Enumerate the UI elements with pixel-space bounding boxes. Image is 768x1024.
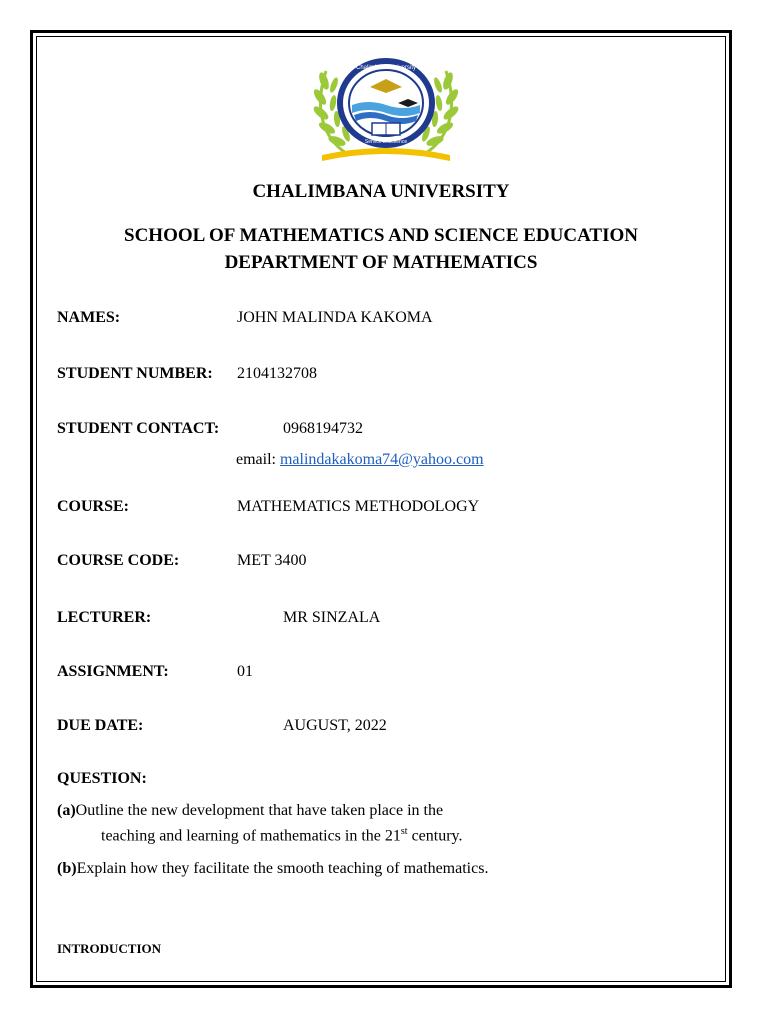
email-link[interactable]: malindakakoma74@yahoo.com: [279, 451, 484, 468]
question-label: QUESTION:: [57, 770, 147, 787]
emblem-icon: [340, 61, 432, 145]
question-a-marker: (a): [57, 802, 76, 819]
names-label: NAMES:: [57, 309, 121, 326]
logo-ring-text: Chalimbana University: [355, 65, 417, 71]
question-a-line2-sup: st: [400, 826, 408, 837]
assignment-value: 01: [237, 663, 253, 680]
lecturer-label: LECTURER:: [57, 609, 152, 626]
introduction-heading: INTRODUCTION: [57, 941, 162, 956]
question-a-line2-end: century.: [407, 827, 463, 845]
assignment-label: ASSIGNMENT:: [57, 663, 169, 680]
course-label: COURSE:: [57, 498, 130, 515]
student-number-value: 2104132708: [237, 365, 317, 382]
course-code-label: COURSE CODE:: [57, 552, 180, 569]
university-name: CHALIMBANA UNIVERSITY: [252, 181, 510, 202]
student-number-label: STUDENT NUMBER:: [57, 365, 213, 382]
question-b-marker: (b): [57, 860, 77, 877]
email-row: [236, 451, 484, 469]
question-a-line1: Outline the new development that have taken place in the: [75, 802, 444, 819]
question-a-line2: [101, 826, 463, 845]
due-date-label: DUE DATE:: [57, 717, 144, 734]
school-name: SCHOOL OF MATHEMATICS AND SCIENCE EDUCATION: [124, 225, 638, 246]
question-b-text: Explain how they facilitate the smooth teaching of mathematics.: [76, 860, 489, 877]
course-code-value: MET 3400: [237, 552, 307, 569]
question-a-line2-text: teaching and learning of mathematics in the 21: [101, 827, 401, 845]
question-b: [57, 860, 488, 878]
course-value: MATHEMATICS METHODOLOGY: [237, 498, 480, 515]
names-value: JOHN MALINDA KAKOMA: [237, 309, 433, 326]
lecturer-value: MR SINZALA: [283, 609, 381, 626]
student-contact-label: STUDENT CONTACT:: [57, 420, 220, 437]
student-contact-value: 0968194732: [283, 420, 363, 437]
logo-ring-text-bottom: Service Excellence: [364, 139, 408, 145]
due-date-value: AUGUST, 2022: [283, 717, 387, 734]
question-a: [57, 802, 443, 820]
university-logo: [308, 57, 464, 165]
email-label: email:: [236, 451, 276, 468]
department-name: DEPARTMENT OF MATHEMATICS: [224, 252, 538, 273]
